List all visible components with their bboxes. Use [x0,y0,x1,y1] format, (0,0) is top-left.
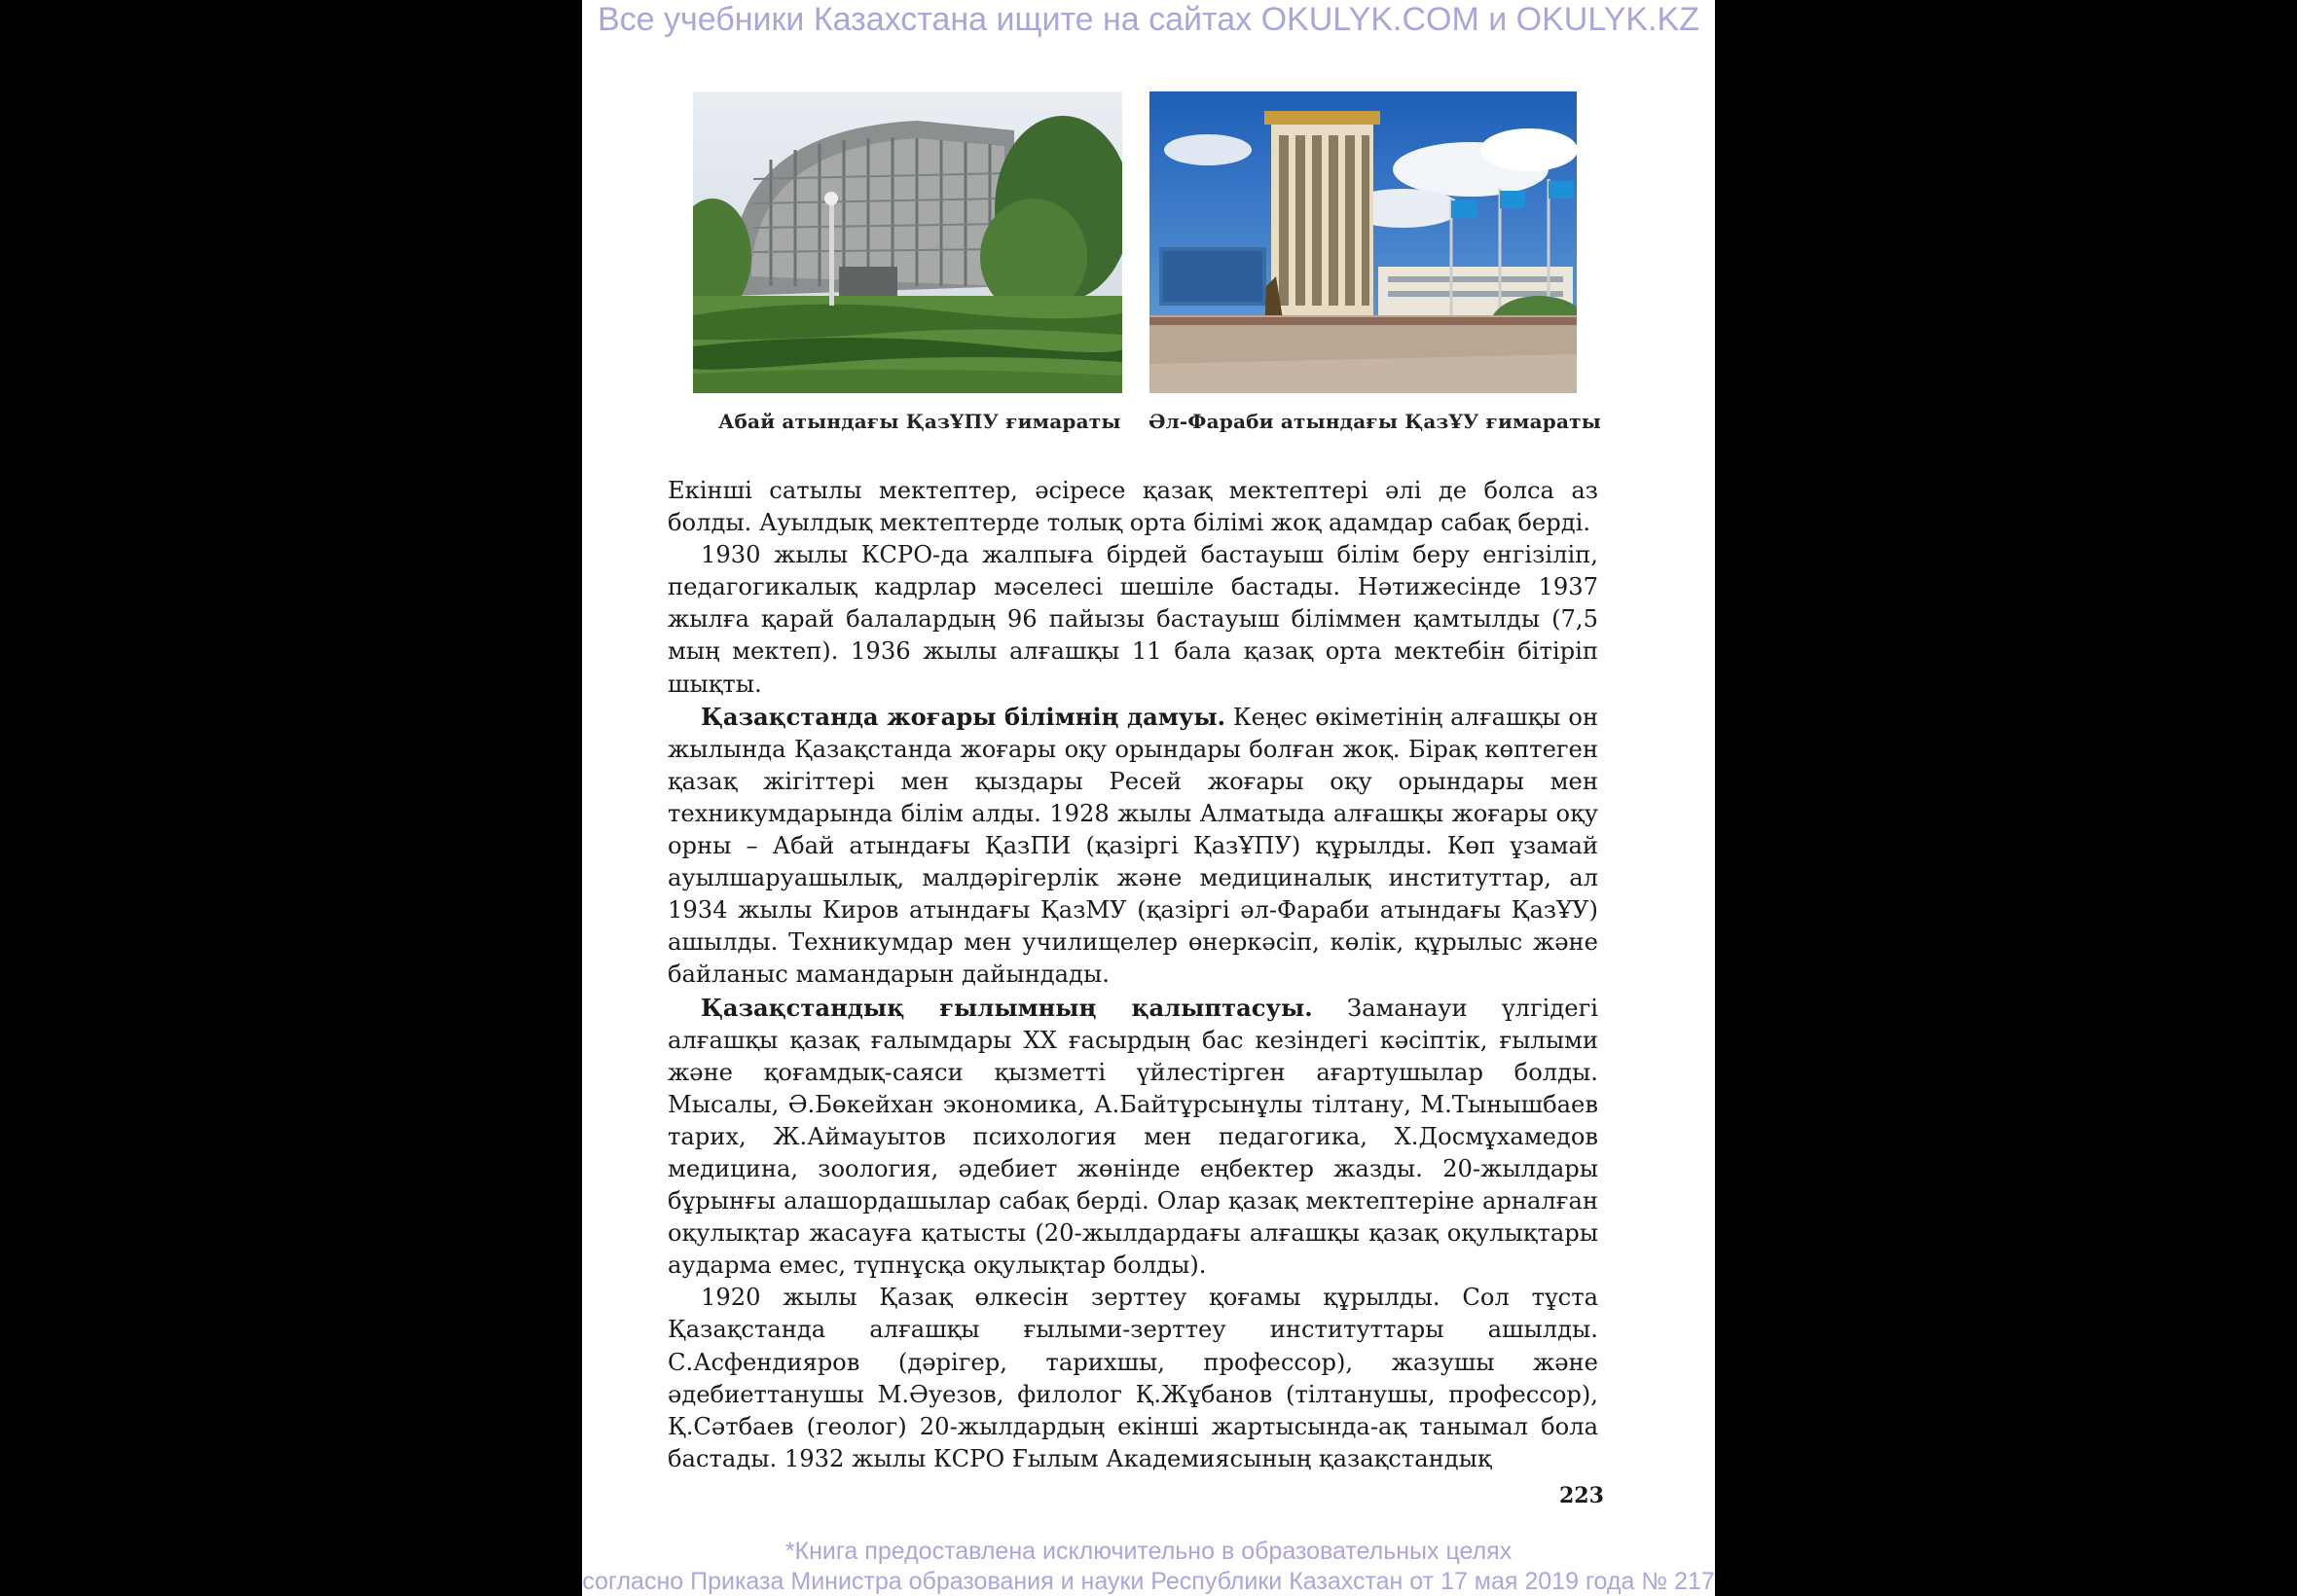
photo-kazupu-building [693,91,1122,393]
figure-caption-left: Абай атындағы ҚазҰПУ ғимараты [718,410,1121,433]
page-number: 223 [1559,1483,1604,1508]
paragraph-text: Екінші сатылы мектептер, әсіресе қазақ мектептері әлі де болса аз болды. Ауылдық мектептерде толық орта білімі жоқ адамдар сабақ берді. [668,477,1598,537]
photo-kaznu-building [1149,91,1577,393]
paragraph-text: 1920 жылы Қазақ өлкесін зерттеу қоғамы құрылды. Сол тұста Қазақстанда алғашқы ғылыми-зерттеу институттары ашылды. С.Асфендияров (дәрігер, тарихшы, профессор), жазушы және әдебиеттанушы М.Әуезов, филолог Қ.Жұбанов (тілтанушы, профессор), Қ.Сәтбаев (геолог) 20-жылдардың екінші жартысында-ақ танымал бола бастады. 1932 жылы КСРО Ғылым Академиясының қазақстандық [668,1284,1598,1472]
paragraph-heading: Қазақстандық ғылымның қалыптасуы. [701,993,1313,1022]
watermark-bottom-line2: согласно Приказа Министра образования и науки Республики Казахстан от 17 мая 2019 года № 217 [582,1568,1715,1595]
paragraph-text: Заманауи үлгідегі алғашқы қазақ ғалымдары XX ғасырдың бас кезіндегі кәсіптік, ғылыми және қоғамдық-саяси қызметті үйлестірген ағартушылар болды. Мысалы, Ә.Бөкейхан экономика, А.Байтұрсынұлы тілтану, М.Тынышбаев тарих, Ж.Аймауытов психология мен педагогика, Х.Досмұхамедов медицина, зоология, әдебиет жөнінде еңбектер жазды. 20-жылдары бұрынғы алашордашылар сабақ берді. Олар қазақ мектептеріне арналған оқулықтар жасауға қатысты (20-жылдардағы алғашқы қазақ оқулықтары аударма емес, түпнұсқа оқулықтар болды). [668,994,1598,1280]
paragraph-heading: Қазақстанда жоғары білімнің дамуы. [701,702,1225,731]
paragraph [668,701,1598,992]
paragraph [668,475,1598,539]
textbook-page [582,0,1715,1596]
paragraph-text: Кеңес өкіметінің алғашқы он жылында Қазақстанда жоғары оқу орындары болған жоқ. Бірақ көптеген қазақ жігіттері мен қыздары Ресей жоғары оқу орындары мен техникумдарында білім алды. 1928 жылы Алматыда алғашқы жоғары оқу орны – Абай атындағы ҚазПИ (қазіргі ҚазҰПУ) құрылды. Көп ұзамай ауылшаруашылық, малдәрігерлік және медициналық институттар, ал 1934 жылы Киров атындағы ҚазМУ (қазіргі әл-Фараби атындағы ҚазҰУ) ашылды. Техникумдар мен училищелер өнеркәсіп, көлік, құрылыс және байланыс мамандарын дайындады. [668,703,1599,989]
paragraph [668,539,1598,700]
figure-caption-right: Әл-Фараби атындағы ҚазҰУ ғимараты [1148,410,1601,433]
paragraph [668,992,1598,1283]
body-text [668,475,1598,1475]
watermark-bottom-line1: *Книга предоставлена исключительно в образовательных целях [784,1538,1513,1565]
paragraph-text: 1930 жылы КСРО-да жалпыға бірдей бастауыш білім беру енгізіліп, педагогикалық кадрлар мәселесі шешіле бастады. Нәтижесінде 1937 жылға қарай балалардың 96 пайызы бастауыш біліммен қамтылды (7,5 мың мектеп). 1936 жылы алғашқы 11 бала қазақ орта мектебін бітіріп шықты. [668,541,1598,698]
watermark-top: Все учебники Казахстана ищите на сайтах OKULYK.COM и OKULYK.KZ [598,1,1699,38]
paragraph [668,1282,1598,1475]
